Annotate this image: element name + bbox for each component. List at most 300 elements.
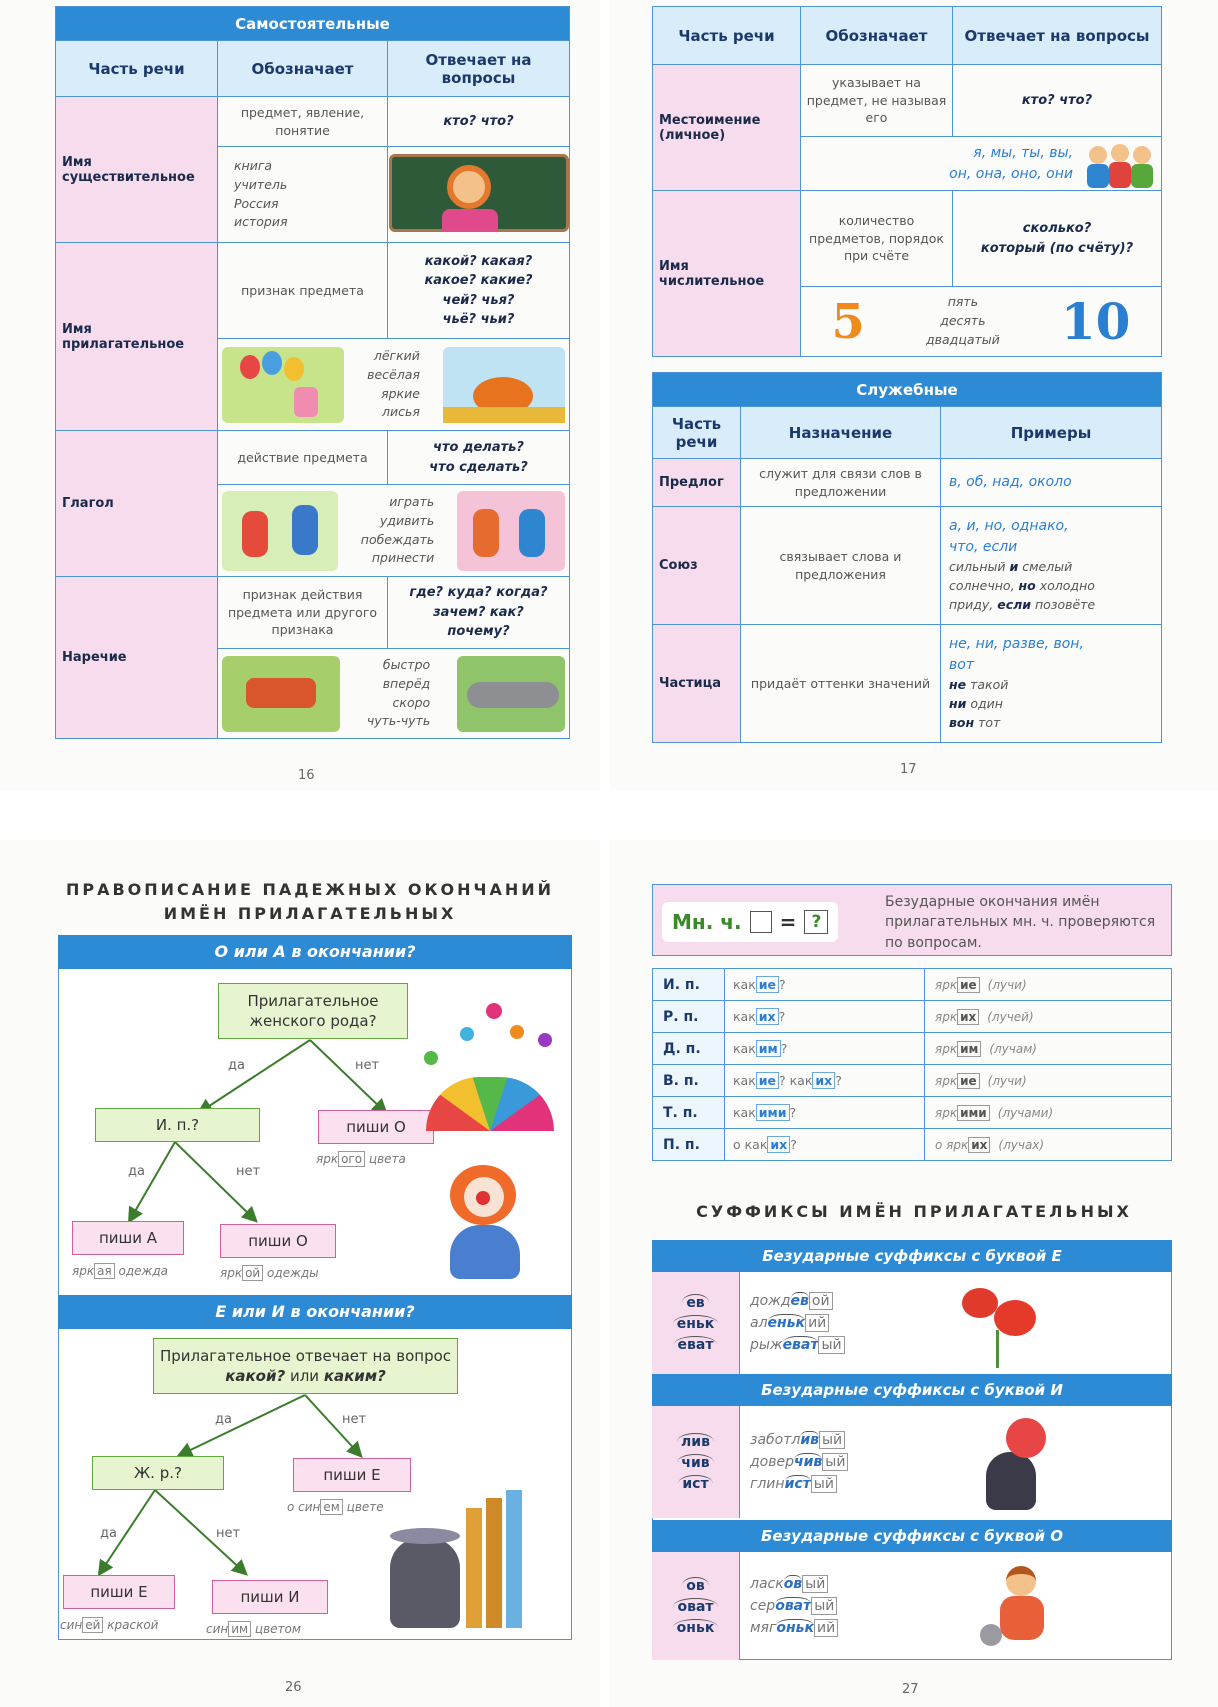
text: Прилагательное отвечает на вопрос xyxy=(159,1346,452,1365)
kids-gift-picture xyxy=(457,491,565,571)
text: солнечно, xyxy=(949,578,1019,594)
suffix-o-block xyxy=(652,1552,1172,1660)
text: как xyxy=(733,1073,756,1088)
numeral-examples xyxy=(926,293,1000,349)
suffix-part: оват xyxy=(775,1598,812,1614)
pos-noun: Имя существительное xyxy=(56,97,218,243)
suffix-word xyxy=(750,1315,845,1331)
balloons-picture xyxy=(222,347,344,423)
root: дожд xyxy=(750,1293,791,1309)
rule-write-o: пиши О xyxy=(318,1110,434,1144)
part-example xyxy=(949,676,1161,695)
verb-examples xyxy=(361,493,434,568)
example: быстро xyxy=(382,657,431,672)
example: пять xyxy=(947,294,979,310)
suffix-part: ист xyxy=(784,1476,811,1492)
ending: ой xyxy=(242,1265,263,1281)
conj-purpose: связывает слова и предложения xyxy=(741,507,941,625)
question: что делать? xyxy=(433,440,524,455)
ending: ый xyxy=(811,1597,837,1615)
text: цветом xyxy=(251,1622,301,1636)
example: играть xyxy=(389,494,435,509)
suffix: еньк xyxy=(673,1315,719,1332)
case-example xyxy=(925,1097,1172,1129)
adj-meaning: признак предмета xyxy=(218,243,388,339)
prep-purpose: служит для связи слов в предложении xyxy=(741,459,941,507)
page-27 xyxy=(610,840,1218,1707)
text: (лучами) xyxy=(997,1105,1054,1120)
suffix: чив xyxy=(677,1454,713,1471)
suffix-words xyxy=(750,1272,845,1374)
label-yes: да xyxy=(128,1164,145,1179)
prep-examples: в, об, над, около xyxy=(941,459,1162,507)
example: принести xyxy=(371,550,435,566)
example: Россия xyxy=(234,195,279,211)
example-write-o-2 xyxy=(220,1266,319,1280)
question-word: какой? xyxy=(225,1367,286,1385)
page-number: 26 xyxy=(285,1680,302,1695)
text: одежда xyxy=(114,1264,168,1278)
root: заботл xyxy=(750,1432,801,1448)
question-feminine-short: Ж. р.? xyxy=(92,1456,224,1490)
bold-word: не xyxy=(949,677,967,693)
suffix: лив xyxy=(677,1433,714,1450)
suffix-word xyxy=(750,1432,848,1448)
independent-parts-table xyxy=(55,6,570,739)
heading-line: ИМЁН ПРИЛАГАТЕЛЬНЫХ xyxy=(163,904,457,923)
text: ярк xyxy=(935,1041,958,1056)
case-question xyxy=(725,1097,925,1129)
case-example xyxy=(925,1001,1172,1033)
suffix-words xyxy=(750,1406,848,1518)
text: ? xyxy=(778,1009,786,1024)
text: цвете xyxy=(342,1500,384,1514)
suffix-part: оньк xyxy=(776,1620,814,1636)
ending: им xyxy=(756,1040,781,1057)
example: учитель xyxy=(234,176,288,192)
plural-rule-note: Безударные окончания имён прилагательных мн. ч. проверяются по вопросам. xyxy=(885,894,1156,951)
example-write-e-2 xyxy=(60,1618,158,1632)
example-write-i xyxy=(206,1622,301,1636)
text: позовёте xyxy=(1031,596,1096,612)
ending: ими xyxy=(756,1104,790,1121)
example: скоро xyxy=(392,694,431,710)
table-title: Служебные xyxy=(653,373,1162,407)
part-examples xyxy=(941,625,1162,743)
root: рыж xyxy=(750,1337,783,1353)
rule-write-o-2: пиши О xyxy=(220,1224,336,1258)
example: десять xyxy=(940,313,986,329)
text: син xyxy=(206,1622,229,1636)
band-o-or-a: О или А в окончании? xyxy=(58,935,572,969)
pos-adverb: Наречие xyxy=(56,577,218,739)
root: довер xyxy=(750,1454,794,1470)
question-kakoi-kakim xyxy=(153,1338,458,1394)
suffix-part: ев xyxy=(790,1293,809,1309)
case-label: Т. п. xyxy=(653,1097,725,1129)
mole-flowers-icon xyxy=(976,1412,1050,1512)
header-means: Обозначает xyxy=(218,41,388,97)
root: ал xyxy=(750,1315,768,1331)
pronoun-examples xyxy=(949,143,1073,185)
label-yes: да xyxy=(228,1058,245,1073)
header-questions: Отвечает на вопросы xyxy=(953,7,1162,65)
text: смелый xyxy=(1018,559,1073,575)
header-part: Часть речи xyxy=(653,7,801,65)
case-table xyxy=(652,968,1172,1161)
question: чьё? чьи? xyxy=(442,312,515,327)
label-no: нет xyxy=(236,1164,261,1179)
fox-picture xyxy=(443,347,565,423)
text: о ярк xyxy=(935,1137,969,1152)
text: ярк xyxy=(935,1105,958,1120)
header-means: Обозначает xyxy=(801,7,953,65)
mole-painter-illustration xyxy=(370,1488,550,1638)
suffix-word xyxy=(750,1337,845,1353)
suffix-part: еньк xyxy=(767,1315,806,1331)
part-list: вот xyxy=(949,657,974,674)
text: син xyxy=(60,1618,83,1632)
ending: ие xyxy=(957,977,980,993)
ending: их xyxy=(957,1009,979,1025)
text: как xyxy=(733,1041,756,1056)
ending: ие xyxy=(756,976,779,993)
adverb-meaning: признак действия предмета или другого признака xyxy=(218,577,388,649)
ending: ей xyxy=(82,1617,103,1633)
rule-write-a: пиши А xyxy=(72,1221,184,1255)
case-question xyxy=(725,1001,925,1033)
question: чей? чья? xyxy=(442,292,515,308)
text: как xyxy=(733,1105,756,1120)
ending: ий xyxy=(814,1619,838,1637)
ending: ой xyxy=(809,1292,833,1310)
ending: ый xyxy=(802,1575,828,1593)
question: где? куда? когда? xyxy=(409,585,548,601)
pos-preposition: Предлог xyxy=(653,459,741,507)
pronoun-examples-row xyxy=(801,137,1162,191)
text: ? xyxy=(780,1041,788,1056)
example: чуть-чуть xyxy=(366,713,431,729)
text: (лучи) xyxy=(987,977,1027,992)
conj-example xyxy=(949,596,1161,615)
question: что сделать? xyxy=(429,459,528,475)
header-purpose: Назначение xyxy=(741,407,941,459)
suffix: оньк xyxy=(673,1619,719,1636)
formula-equals: = xyxy=(779,910,797,934)
pos-conjunction: Союз xyxy=(653,507,741,625)
question: который (по счёту)? xyxy=(980,240,1134,256)
kids-playing-picture xyxy=(222,491,338,571)
band-e-or-i: Е или И в окончании? xyxy=(58,1295,572,1329)
pos-adjective: Имя прилагательное xyxy=(56,243,218,431)
text: (лучах) xyxy=(998,1137,1045,1152)
text: сильный xyxy=(949,559,1010,575)
conj-list: а, и, но, однако, xyxy=(949,518,1069,535)
band-suffix-o: Безударные суффиксы с буквой О xyxy=(652,1520,1172,1552)
text: ярк xyxy=(72,1264,95,1278)
question: почему? xyxy=(447,624,510,640)
text: ? xyxy=(779,977,786,992)
page-17 xyxy=(610,0,1218,790)
text: ярк xyxy=(935,1073,958,1088)
numeral-examples-row xyxy=(801,287,1162,357)
header-questions: Отвечает на вопросы xyxy=(388,41,570,97)
ending: ими xyxy=(957,1105,990,1121)
service-parts-table xyxy=(652,372,1162,743)
case-row xyxy=(653,1033,1172,1065)
text: ? xyxy=(789,1105,797,1120)
case-label: П. п. xyxy=(653,1129,725,1161)
numeral-questions xyxy=(953,191,1162,287)
text: как xyxy=(733,1009,756,1024)
ending: им xyxy=(228,1621,251,1637)
case-row xyxy=(653,1065,1172,1097)
text: ? xyxy=(835,1073,842,1088)
part-example xyxy=(949,714,1161,733)
header-part: Часть речи xyxy=(56,41,218,97)
text: одежды xyxy=(263,1266,319,1280)
girl-cat-icon xyxy=(978,1558,1054,1656)
verb-meaning: действие предмета xyxy=(218,431,388,485)
root: ласк xyxy=(750,1576,784,1592)
bold-word: если xyxy=(997,596,1032,612)
pos-numeral: Имя числительное xyxy=(653,191,801,357)
suffix-words xyxy=(750,1552,838,1660)
ending: ый xyxy=(819,1431,845,1449)
text: (лучам) xyxy=(989,1041,1037,1056)
text: ? как xyxy=(779,1073,813,1088)
pronoun-meaning: указывает на предмет, не называя его xyxy=(801,65,953,137)
example: весёлая xyxy=(367,366,420,382)
page-16 xyxy=(0,0,600,790)
suffix-e-block xyxy=(652,1272,1172,1374)
example: история xyxy=(234,214,288,230)
case-question xyxy=(725,969,925,1001)
adverb-examples-row xyxy=(218,649,570,739)
ending: их xyxy=(968,1137,990,1153)
digit-ten: 10 xyxy=(1060,292,1131,351)
ending: ем xyxy=(320,1499,342,1515)
suffix: ев xyxy=(682,1294,708,1311)
part-list: не, ни, разве, вон, xyxy=(949,636,1084,653)
suffix-part: ов xyxy=(783,1576,803,1592)
formula xyxy=(662,902,838,942)
suffix: еват xyxy=(674,1336,718,1353)
part-purpose: придаёт оттенки значений xyxy=(741,625,941,743)
example: яркие xyxy=(381,385,420,401)
bold-word: но xyxy=(1018,578,1036,594)
text: ярк xyxy=(316,1152,339,1166)
adj-questions xyxy=(388,243,570,339)
rule-write-i: пиши И xyxy=(212,1580,328,1614)
teacher-picture xyxy=(389,154,569,232)
rule-write-e: пиши Е xyxy=(293,1458,411,1492)
example: двадцатый xyxy=(926,331,1000,347)
verb-examples-row xyxy=(218,485,570,577)
text: о как xyxy=(733,1137,768,1152)
ending: ого xyxy=(338,1151,365,1167)
ending: ый xyxy=(822,1453,848,1471)
pos-verb: Глагол xyxy=(56,431,218,577)
suffix-part: еват xyxy=(782,1337,819,1353)
case-question xyxy=(725,1033,925,1065)
noun-examples xyxy=(218,147,388,243)
ending: их xyxy=(812,1072,835,1089)
suffix-list xyxy=(652,1406,740,1518)
example: лисья xyxy=(382,404,420,420)
example: он, она, оно, они xyxy=(949,165,1073,182)
example-write-o xyxy=(316,1152,406,1166)
numeral-meaning: количество предметов, порядок при счёте xyxy=(801,191,953,287)
example: я, мы, ты, вы, xyxy=(973,144,1073,161)
digit-five: 5 xyxy=(831,293,865,350)
page-26 xyxy=(0,840,600,1707)
example: книга xyxy=(234,158,273,173)
label-yes: да xyxy=(215,1412,232,1427)
text: тот xyxy=(974,714,1001,730)
poppy-icon xyxy=(960,1282,1040,1368)
page-number: 17 xyxy=(900,762,917,777)
case-example xyxy=(925,1065,1172,1097)
text: ? xyxy=(790,1137,797,1152)
pos-pronoun: Местоимение (личное) xyxy=(653,65,801,191)
text: холодно xyxy=(1035,578,1095,594)
adj-examples xyxy=(367,347,420,422)
suffix-i-block xyxy=(652,1406,1172,1518)
question-feminine: Прилагательное женского рода? xyxy=(218,983,408,1039)
question-nominative: И. п.? xyxy=(95,1108,260,1142)
adverb-questions xyxy=(388,577,570,649)
conj-list: что, если xyxy=(949,539,1018,556)
bold-word: и xyxy=(1009,559,1019,575)
case-row xyxy=(653,1097,1172,1129)
suffix-word xyxy=(750,1576,838,1592)
ending: ие xyxy=(957,1073,980,1089)
example: лёгкий xyxy=(373,348,420,363)
ending: ый xyxy=(818,1336,844,1354)
noun-meaning: предмет, явление, понятие xyxy=(218,97,388,147)
case-label: Д. п. xyxy=(653,1033,725,1065)
pos-particle: Частица xyxy=(653,625,741,743)
noun-questions: кто? что? xyxy=(388,97,570,147)
suffix: ов xyxy=(682,1577,708,1594)
case-label: И. п. xyxy=(653,969,725,1001)
rule-write-e-2: пиши Е xyxy=(63,1575,175,1609)
text: как xyxy=(733,977,756,992)
case-row xyxy=(653,1129,1172,1161)
page-number: 27 xyxy=(902,1682,919,1697)
header-examples: Примеры xyxy=(941,407,1162,459)
question: зачем? как? xyxy=(433,604,524,620)
text: о син xyxy=(287,1500,321,1514)
text: цвета xyxy=(365,1152,406,1166)
text: краской xyxy=(103,1618,159,1632)
case-example xyxy=(925,1033,1172,1065)
bold-word: ни xyxy=(949,696,967,712)
case-row xyxy=(653,969,1172,1001)
suffix-part: чив xyxy=(794,1454,823,1470)
question-word: каким? xyxy=(323,1367,386,1385)
question: сколько? xyxy=(1022,221,1092,236)
example-write-a xyxy=(72,1264,168,1278)
example: удивить xyxy=(379,512,435,528)
page-number: 16 xyxy=(298,768,315,783)
road-picture xyxy=(457,656,565,732)
text: ярк xyxy=(935,1009,958,1024)
case-example xyxy=(925,969,1172,1001)
text: ярк xyxy=(220,1266,243,1280)
text: (лучей) xyxy=(987,1009,1034,1024)
suffix-list xyxy=(652,1272,740,1374)
suffix: оват xyxy=(673,1598,717,1615)
adj-examples-row xyxy=(218,339,570,431)
ending: их xyxy=(756,1008,779,1025)
case-label: Р. п. xyxy=(653,1001,725,1033)
suffix-heading: СУФФИКСЫ ИМЁН ПРИЛАГАТЕЛЬНЫХ xyxy=(696,1202,1132,1221)
race-picture xyxy=(222,656,340,732)
kids-picture xyxy=(1087,140,1153,188)
text: один xyxy=(966,696,1003,712)
header-part: Часть речи xyxy=(653,407,741,459)
root: глин xyxy=(750,1476,785,1492)
ending: им xyxy=(957,1041,981,1057)
text: (лучи) xyxy=(987,1073,1027,1088)
example: побеждать xyxy=(360,531,435,547)
part-example xyxy=(949,695,1161,714)
question: какой? какая? xyxy=(424,253,533,269)
band-suffix-e: Безударные суффиксы с буквой Е xyxy=(652,1240,1172,1272)
ending: ая xyxy=(94,1263,115,1279)
conj-examples xyxy=(941,507,1162,625)
ending: их xyxy=(767,1136,790,1153)
suffix-part: ив xyxy=(800,1432,819,1448)
text: или xyxy=(285,1367,324,1385)
example: вперёд xyxy=(382,675,431,691)
clown-illustration xyxy=(420,985,560,1285)
case-question xyxy=(725,1129,925,1161)
question-box: ? xyxy=(804,910,828,934)
ending: ый xyxy=(811,1475,837,1493)
text: приду, xyxy=(949,596,998,612)
ending-box xyxy=(750,911,772,933)
verb-questions xyxy=(388,431,570,485)
suffix-word xyxy=(750,1293,845,1309)
ending: ий xyxy=(805,1314,829,1332)
label-no: нет xyxy=(342,1412,367,1427)
text: такой xyxy=(966,677,1009,693)
suffix-list xyxy=(652,1552,740,1660)
noun-illustration xyxy=(388,147,570,243)
suffix-word xyxy=(750,1454,848,1470)
conj-example xyxy=(949,558,1161,577)
case-label: В. п. xyxy=(653,1065,725,1097)
case-question xyxy=(725,1065,925,1097)
bold-word: вон xyxy=(949,714,975,730)
heading-line: ПРАВОПИСАНИЕ ПАДЕЖНЫХ ОКОНЧАНИЙ xyxy=(65,880,555,899)
root: мяг xyxy=(750,1620,777,1636)
adverb-examples xyxy=(367,656,430,731)
case-example xyxy=(925,1129,1172,1161)
suffix: ист xyxy=(678,1475,712,1492)
suffix-word xyxy=(750,1598,838,1614)
label-no: нет xyxy=(216,1526,241,1541)
pronoun-questions: кто? что? xyxy=(953,65,1162,137)
question: какое? какие? xyxy=(424,273,533,288)
root: сер xyxy=(750,1598,776,1614)
label-no: нет xyxy=(355,1058,380,1073)
conj-example xyxy=(949,577,1161,596)
text: ярк xyxy=(935,977,958,992)
